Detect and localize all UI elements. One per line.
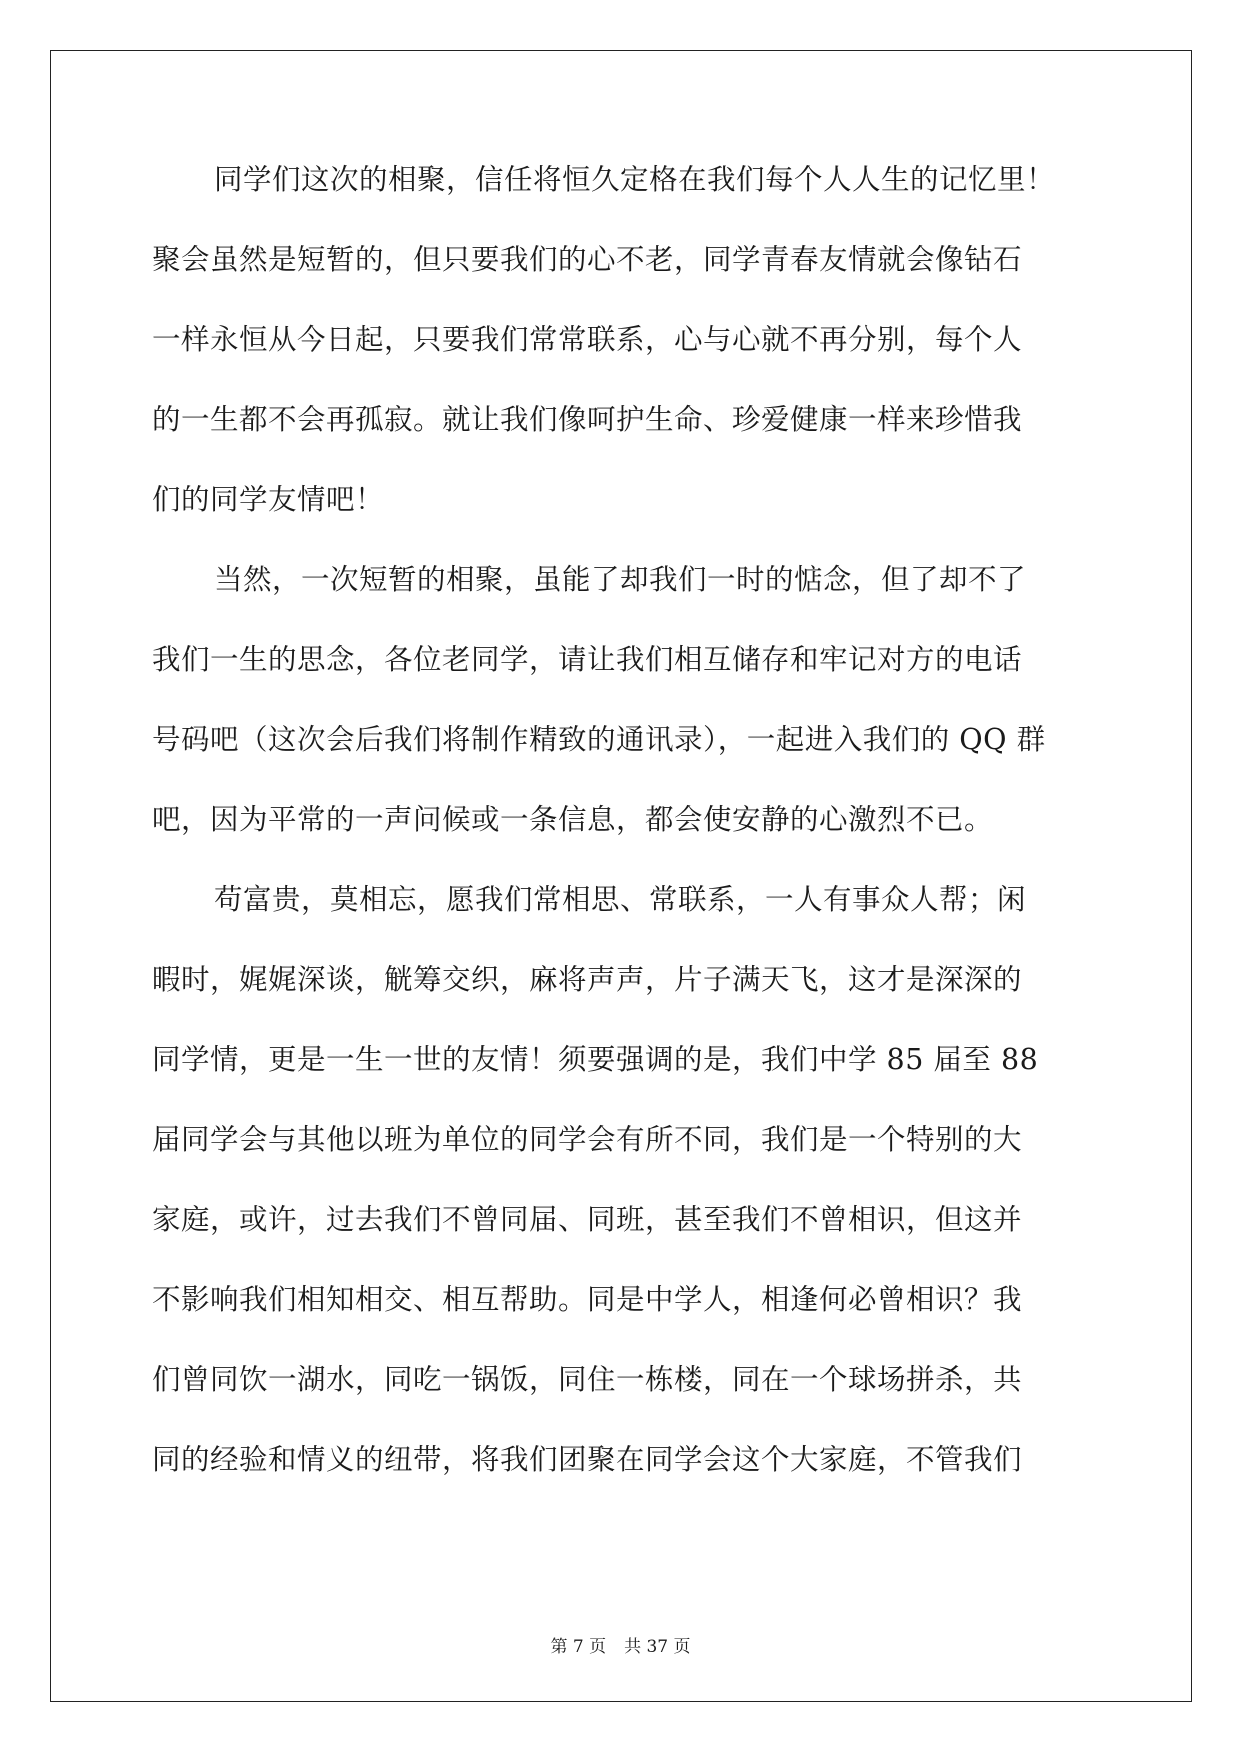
paragraph-2-line-1: 当然，一次短暂的相聚，虽能了却我们一时的惦念，但了却不了 <box>214 563 1027 596</box>
paragraph-3-line-4: 届同学会与其他以班为单位的同学会有所不同，我们是一个特别的大 <box>152 1123 1023 1156</box>
paragraph-1-line-4: 的一生都不会再孤寂。就让我们像呵护生命、珍爱健康一样来珍惜我 <box>152 403 1023 436</box>
page-number: 第 7 页 <box>550 1637 607 1657</box>
paragraph-2-line-4: 吧，因为平常的一声问候或一条信息，都会使安静的心激烈不已。 <box>152 803 994 836</box>
paragraph-2-line-3: 号码吧（这次会后我们将制作精致的通讯录），一起进入我们的 QQ 群 <box>152 723 1046 756</box>
paragraph-3-line-6: 不影响我们相知相交、相互帮助。同是中学人，相逢何必曾相识？我 <box>152 1283 1023 1316</box>
paragraph-3-line-2: 暇时，娓娓深谈，觥筹交织，麻将声声，片子满天飞，这才是深深的 <box>152 963 1023 996</box>
document-body <box>152 164 1092 1524</box>
paragraph-3-line-1: 苟富贵，莫相忘，愿我们常相思、常联系，一人有事众人帮；闲 <box>214 883 1027 916</box>
paragraph-1-line-5: 们的同学友情吧！ <box>152 483 385 516</box>
paragraph-3-line-3: 同学情，更是一生一世的友情！须要强调的是，我们中学 85 届至 88 <box>152 1043 1039 1076</box>
paragraph-3-line-7: 们曾同饮一湖水，同吃一锅饭，同住一栋楼，同在一个球场拼杀，共 <box>152 1363 1023 1396</box>
paragraph-1-line-3: 一样永恒从今日起，只要我们常常联系，心与心就不再分别，每个人 <box>152 323 1023 356</box>
paragraph-2-line-2: 我们一生的思念，各位老同学，请让我们相互储存和牢记对方的电话 <box>152 643 1023 676</box>
paragraph-3-line-5: 家庭，或许，过去我们不曾同届、同班，甚至我们不曾相识，但这并 <box>152 1203 1023 1236</box>
paragraph-1-line-2: 聚会虽然是短暂的，但只要我们的心不老，同学青春友情就会像钻石 <box>152 243 1023 276</box>
paragraph-3-line-8: 同的经验和情义的纽带，将我们团聚在同学会这个大家庭，不管我们 <box>152 1443 1023 1476</box>
page-total: 共 37 页 <box>624 1637 691 1657</box>
page-footer <box>0 1637 1241 1657</box>
paragraph-1-line-1: 同学们这次的相聚，信任将恒久定格在我们每个人人生的记忆里！ <box>214 163 1056 196</box>
